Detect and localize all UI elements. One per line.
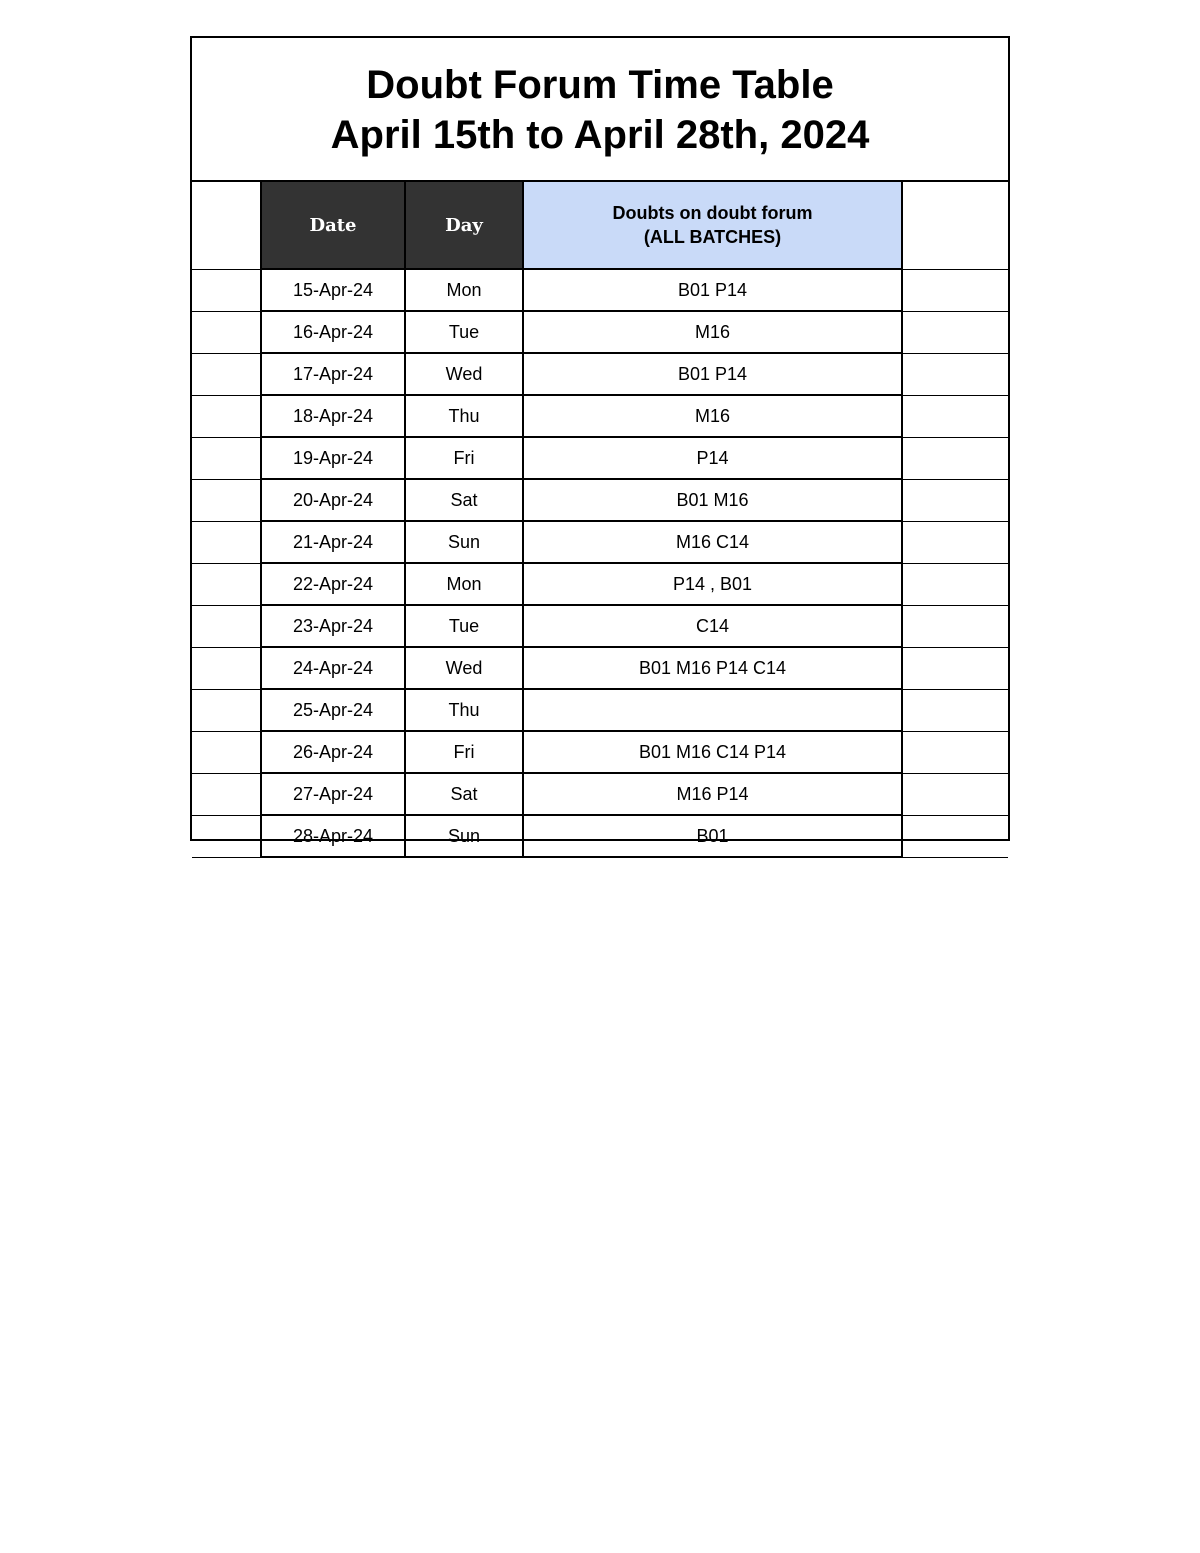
date-cell: 17-Apr-24 (261, 353, 405, 395)
timetable-table (192, 180, 1008, 858)
doubts-cell: M16 C14 (523, 521, 902, 563)
table-row (192, 269, 1008, 311)
timetable-sheet (190, 36, 1010, 846)
blank-cell (902, 311, 1008, 353)
blank-cell (902, 563, 1008, 605)
blank-cell (902, 815, 1008, 857)
table-row (192, 479, 1008, 521)
day-cell: Sun (405, 521, 523, 563)
blank-cell (902, 181, 1008, 269)
header-day: Day (405, 181, 523, 269)
title-block (192, 38, 1008, 181)
blank-cell (902, 437, 1008, 479)
blank-cell (192, 605, 261, 647)
header-doubts-line1: Doubts on doubt forum (612, 203, 813, 223)
table-row (192, 773, 1008, 815)
blank-cell (902, 689, 1008, 731)
doubts-cell (523, 689, 902, 731)
date-cell: 16-Apr-24 (261, 311, 405, 353)
blank-cell (902, 521, 1008, 563)
timetable-grid (192, 180, 1008, 858)
blank-cell (192, 689, 261, 731)
blank-cell (192, 521, 261, 563)
doubts-cell: B01 P14 (523, 353, 902, 395)
doubts-cell: B01 M16 P14 C14 (523, 647, 902, 689)
table-row (192, 605, 1008, 647)
table-row (192, 311, 1008, 353)
date-cell: 25-Apr-24 (261, 689, 405, 731)
day-cell: Wed (405, 647, 523, 689)
blank-cell (192, 479, 261, 521)
day-cell: Mon (405, 269, 523, 311)
day-cell: Tue (405, 311, 523, 353)
page-title: Doubt Forum Time Table (366, 63, 834, 107)
table-row (192, 731, 1008, 773)
blank-cell (192, 437, 261, 479)
day-cell: Mon (405, 563, 523, 605)
doubts-cell: P14 (523, 437, 902, 479)
doubts-cell: P14 , B01 (523, 563, 902, 605)
day-cell: Thu (405, 395, 523, 437)
date-cell: 27-Apr-24 (261, 773, 405, 815)
blank-cell (192, 353, 261, 395)
date-cell: 19-Apr-24 (261, 437, 405, 479)
table-row (192, 521, 1008, 563)
blank-cell (192, 815, 261, 857)
date-cell: 18-Apr-24 (261, 395, 405, 437)
date-cell: 15-Apr-24 (261, 269, 405, 311)
doubts-cell: B01 M16 C14 P14 (523, 731, 902, 773)
header-date: Date (261, 181, 405, 269)
blank-cell (192, 395, 261, 437)
date-cell: 20-Apr-24 (261, 479, 405, 521)
blank-cell (192, 647, 261, 689)
date-cell: 21-Apr-24 (261, 521, 405, 563)
day-cell: Thu (405, 689, 523, 731)
day-cell: Sat (405, 773, 523, 815)
doubts-cell: B01 (523, 815, 902, 857)
blank-cell (902, 773, 1008, 815)
table-row (192, 815, 1008, 857)
table-row (192, 437, 1008, 479)
day-cell: Sun (405, 815, 523, 857)
date-cell: 28-Apr-24 (261, 815, 405, 857)
table-row (192, 647, 1008, 689)
blank-cell (902, 479, 1008, 521)
blank-cell (192, 773, 261, 815)
header-row (192, 181, 1008, 269)
blank-cell (192, 181, 261, 269)
blank-cell (192, 311, 261, 353)
blank-cell (192, 269, 261, 311)
day-cell: Sat (405, 479, 523, 521)
day-cell: Wed (405, 353, 523, 395)
table-row (192, 563, 1008, 605)
blank-cell (902, 731, 1008, 773)
header-doubts (523, 181, 902, 269)
doubts-cell: B01 P14 (523, 269, 902, 311)
date-cell: 22-Apr-24 (261, 563, 405, 605)
day-cell: Fri (405, 731, 523, 773)
table-row (192, 353, 1008, 395)
blank-cell (902, 269, 1008, 311)
date-cell: 26-Apr-24 (261, 731, 405, 773)
blank-cell (902, 647, 1008, 689)
date-cell: 23-Apr-24 (261, 605, 405, 647)
table-row (192, 689, 1008, 731)
blank-cell (192, 563, 261, 605)
blank-cell (192, 731, 261, 773)
doubts-cell: M16 (523, 311, 902, 353)
header-doubts-line2: (ALL BATCHES) (643, 227, 782, 247)
doubts-cell: B01 M16 (523, 479, 902, 521)
page-subtitle: April 15th to April 28th, 2024 (330, 113, 870, 157)
doubts-cell: M16 P14 (523, 773, 902, 815)
day-cell: Tue (405, 605, 523, 647)
date-cell: 24-Apr-24 (261, 647, 405, 689)
blank-cell (902, 353, 1008, 395)
blank-cell (902, 605, 1008, 647)
table-row (192, 395, 1008, 437)
doubts-cell: M16 (523, 395, 902, 437)
doubts-cell: C14 (523, 605, 902, 647)
day-cell: Fri (405, 437, 523, 479)
blank-cell (902, 395, 1008, 437)
